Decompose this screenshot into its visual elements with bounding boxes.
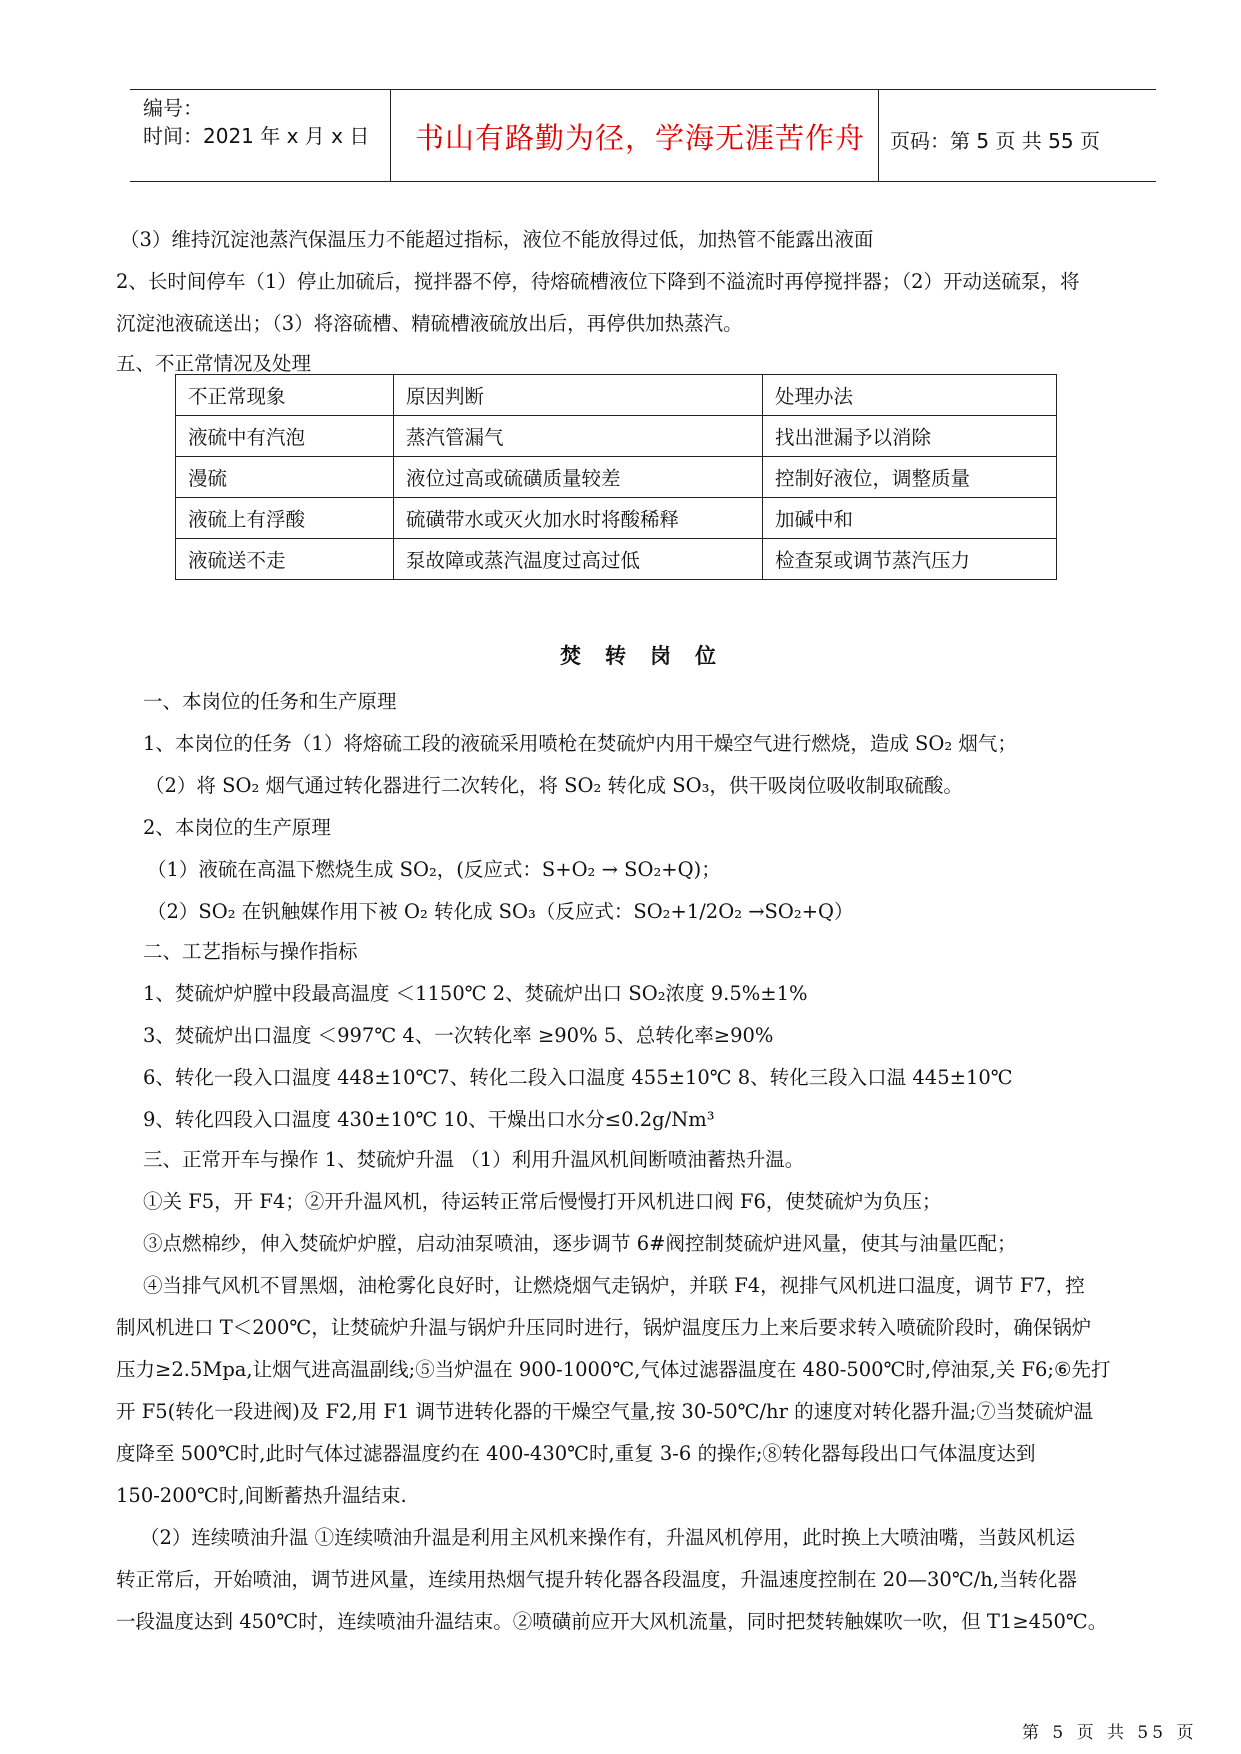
header-top-rule: [130, 89, 1156, 90]
header-bottom-rule: [130, 181, 1156, 182]
header-divider-left: [390, 89, 391, 181]
body-line: 150-200℃时,间断蓄热升温结束.: [116, 1484, 407, 1507]
body-line: 1、焚硫炉炉膛中段最高温度 ＜1150℃ 2、焚硫炉出口 SO₂浓度 9.5%±1%: [143, 982, 808, 1005]
body-line: 一段温度达到 450℃时，连续喷油升温结束。②喷磺前应开大风机流量，同时把焚转触媒吹一吹，但 T1≥450℃。: [116, 1610, 1108, 1633]
body-line: 2、本岗位的生产原理: [143, 816, 331, 839]
header-divider-right: [878, 89, 879, 181]
section-title: 焚转岗位: [560, 644, 740, 668]
doc-time-label: 时间：2021 年 x 月 x 日: [143, 124, 370, 148]
body-line: 度降至 500℃时,此时气体过滤器温度约在 400-430℃时,重复 3-6 的操作;⑧转化器每段出口气体温度达到: [116, 1442, 1036, 1465]
body-line: 1、本岗位的任务（1）将熔硫工段的液硫采用喷枪在焚硫炉内用干燥空气进行燃烧，造成 SO₂ 烟气；: [143, 732, 1017, 755]
table-row: [176, 457, 1057, 498]
table-cell: 液硫中有汽泡: [176, 416, 394, 457]
page-footer: 第 5 页 共 55 页: [1022, 1723, 1198, 1743]
body-line: 3、焚硫炉出口温度 ＜997℃ 4、一次转化率 ≥90% 5、总转化率≥90%: [143, 1024, 774, 1047]
body-line: （3）维持沉淀池蒸汽保温压力不能超过指标，液位不能放得过低，加热管不能露出液面: [120, 228, 874, 251]
table-header-row: [176, 375, 1057, 416]
header-motto: 书山有路勤为径，学海无涯苦作舟: [415, 121, 866, 155]
section-heading: 一、本岗位的任务和生产原理: [143, 690, 397, 713]
section-heading: 三、正常开车与操作 1、焚硫炉升温 （1）利用升温风机间断喷油蓄热升温。: [143, 1148, 805, 1171]
body-line: 6、转化一段入口温度 448±10℃7、转化二段入口温度 455±10℃ 8、转化三段入口温 445±10℃: [143, 1066, 1013, 1089]
body-line: （2）SO₂ 在钒触媒作用下被 O₂ 转化成 SO₃（反应式：SO₂+1/2O₂ →SO₂+Q）: [147, 900, 854, 923]
body-line: ③点燃棉纱，伸入焚硫炉炉膛，启动油泵喷油，逐步调节 6#阀控制焚硫炉进风量，使其与油量匹配；: [143, 1232, 1017, 1255]
table-cell: 液硫上有浮酸: [176, 498, 394, 539]
table-row: [176, 498, 1057, 539]
table-cell: 硫磺带水或灭火加水时将酸稀释: [394, 498, 763, 539]
body-line: （1）液硫在高温下燃烧生成 SO₂，(反应式：S+O₂ → SO₂+Q)；: [147, 858, 721, 881]
table-cell: 液硫送不走: [176, 539, 394, 580]
table-cell: 加碱中和: [763, 498, 1057, 539]
body-line: 转正常后，开始喷油，调节进风量，连续用热烟气提升转化器各段温度，升温速度控制在 20—30℃/h,当转化器: [116, 1568, 1077, 1591]
body-line: 2、长时间停车（1）停止加硫后，搅拌器不停，待熔硫槽液位下降到不溢流时再停搅拌器；（2）开动送硫泵，将: [116, 270, 1080, 293]
table-cell: 找出泄漏予以消除: [763, 416, 1057, 457]
table-cell: 泵故障或蒸汽温度过高过低: [394, 539, 763, 580]
table-cell: 液位过高或硫磺质量较差: [394, 457, 763, 498]
body-line: 压力≥2.5Mpa,让烟气进高温副线;⑤当炉温在 900-1000℃,气体过滤器温度在 480-500℃时,停油泵,关 F6;⑥先打: [116, 1358, 1111, 1381]
table-cell: 蒸汽管漏气: [394, 416, 763, 457]
table-cell: 检查泵或调节蒸汽压力: [763, 539, 1057, 580]
table-row: [176, 539, 1057, 580]
body-line: 沉淀池液硫送出；（3）将溶硫槽、精硫槽液硫放出后，再停供加热蒸汽。: [116, 312, 743, 335]
body-line: （2）将 SO₂ 烟气通过转化器进行二次转化，将 SO₂ 转化成 SO₃，供干吸岗位吸收制取硫酸。: [145, 774, 963, 797]
table-header-cell: 不正常现象: [176, 375, 394, 416]
section-heading: 二、工艺指标与操作指标: [143, 940, 358, 963]
table-header-cell: 原因判断: [394, 375, 763, 416]
table-cell: 漫硫: [176, 457, 394, 498]
section-heading: 五、不正常情况及处理: [116, 352, 312, 375]
body-line: ④当排气风机不冒黑烟，油枪雾化良好时，让燃烧烟气走锅炉，并联 F4，视排气风机进口温度，调节 F7，控: [143, 1274, 1085, 1297]
body-line: ①关 F5，开 F4；②开升温风机，待运转正常后慢慢打开风机进口阀 F6，使焚硫炉为负压；: [143, 1190, 942, 1213]
body-line: 制风机进口 T＜200℃，让焚硫炉升温与锅炉升压同时进行，锅炉温度压力上来后要求转入喷硫阶段时，确保锅炉: [116, 1316, 1092, 1339]
table-header-cell: 处理办法: [763, 375, 1057, 416]
body-line: 开 F5(转化一段进阀)及 F2,用 F1 调节进转化器的干燥空气量,按 30-50℃/hr 的速度对转化器升温;⑦当焚硫炉温: [116, 1400, 1094, 1423]
body-line: （2）连续喷油升温 ①连续喷油升温是利用主风机来操作有，升温风机停用，此时换上大喷油嘴，当鼓风机运: [140, 1526, 1076, 1549]
table-cell: 控制好液位，调整质量: [763, 457, 1057, 498]
body-line: 9、转化四段入口温度 430±10℃ 10、干燥出口水分≤0.2g/Nm³: [143, 1108, 715, 1131]
doc-number-label: 编号：: [143, 96, 203, 120]
table-row: [176, 416, 1057, 457]
abnormal-situations-table: [175, 374, 1057, 580]
page-code-label: 页码：第 5 页 共 55 页: [890, 129, 1100, 153]
